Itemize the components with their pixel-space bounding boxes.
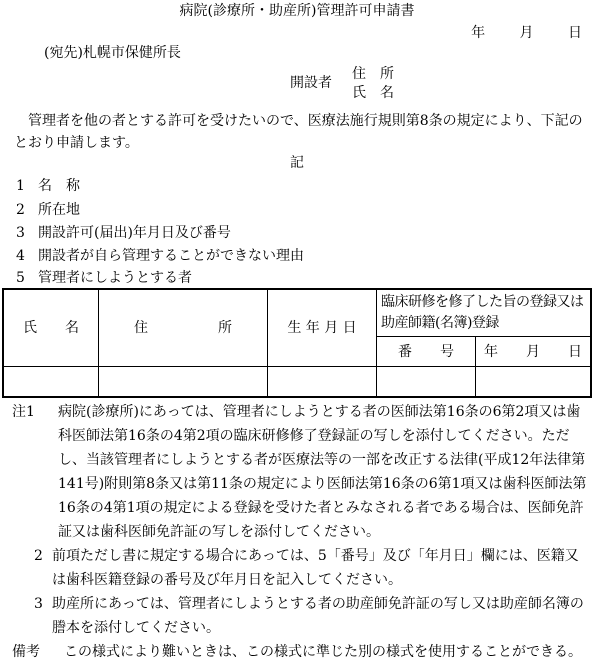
item-label: 所在地	[38, 202, 80, 218]
year-label: 年	[471, 25, 486, 41]
item-number: 2	[16, 202, 25, 218]
name-cell[interactable]	[3, 367, 99, 397]
item-reason	[16, 249, 304, 263]
applicant-name-label: 氏 名	[352, 85, 394, 101]
notes-section	[12, 400, 590, 664]
note-label: 2	[34, 548, 43, 564]
manager-table	[2, 288, 592, 398]
item-label: 開設者が自ら管理することができない理由	[38, 248, 304, 264]
item-number: 1	[16, 178, 25, 194]
note-3	[12, 592, 590, 640]
item-label: 開設許可(届出)年月日及び番号	[38, 225, 231, 241]
reg-date-cell[interactable]	[476, 367, 592, 397]
address-cell[interactable]	[99, 367, 268, 397]
reg-number-cell[interactable]	[377, 367, 476, 397]
form-title: 病院(診療所・助産所)管理許可申請書	[179, 3, 415, 19]
header-address: 住 所	[99, 289, 268, 367]
remarks-text: この様式により難いときは、この様式に準じた別の様式を使用することができる。	[64, 644, 582, 660]
note-text: 助産所にあっては、管理者にしようとする者の助産師免許証の写し又は助産師名簿の謄本を添付してください。	[52, 596, 584, 636]
note-1	[12, 400, 590, 544]
addressee: (宛先)札幌市保健所長	[44, 45, 181, 61]
note-text: 前項ただし書に規定する場合にあっては、5「番号」及び「年月日」欄には、医籍又は歯科医籍登録の番号及び年月日を記入してください。	[52, 548, 579, 588]
item-label: 管理者にしようとする者	[38, 270, 192, 286]
day-label: 日	[568, 25, 582, 41]
note-label: 注1	[12, 404, 35, 420]
header-birthdate: 生 年 月 日	[268, 289, 377, 367]
note-2	[12, 544, 590, 592]
request-statement: 管理者を他の者とする許可を受けたいので、医療法施行規則第8条の規定により、下記のとおり申請します。	[14, 113, 583, 151]
date-fields	[471, 26, 582, 40]
note-text: 病院(診療所)にあっては、管理者にしようとする者の医師法第16条の6第2項又は歯科医師法第16条の4第2項の臨床研修修了登録証の写しを添付してください。ただし、当該管理者にしようとする者が医療法等の一部を改正する法律(平成12年法律第141号)附則第8条又は第11条の規定により医師法第16条の6第1項又は歯科医師法第16条の4第1項の規定による登録を受けた者とみなされる者である場合は、医師免許証又は歯科医師免許証の写しを添付してください。	[58, 404, 587, 540]
header-reg-date: 年 月 日	[476, 337, 592, 367]
month-label: 月	[519, 25, 534, 41]
item-label: 名 称	[38, 178, 80, 194]
header-reg-number: 番 号	[377, 337, 476, 367]
remarks	[12, 640, 590, 664]
applicant-label: 開設者	[290, 75, 332, 91]
item-facility-name	[16, 179, 80, 193]
header-name: 氏 名	[3, 289, 99, 367]
item-proposed-manager	[16, 271, 192, 285]
birthdate-cell[interactable]	[268, 367, 377, 397]
note-label: 3	[34, 596, 43, 612]
item-location	[16, 203, 80, 217]
header-registration: 臨床研修を修了した旨の登録又は助産師籍(名簿)登録	[377, 289, 592, 337]
applicant-address-label: 住 所	[352, 66, 394, 82]
ki-heading: 記	[290, 155, 304, 171]
table-row	[3, 367, 591, 397]
item-permit-date-number	[16, 226, 231, 240]
item-number: 5	[16, 270, 25, 286]
item-number: 4	[16, 248, 25, 264]
item-number: 3	[16, 225, 25, 241]
remarks-label: 備考	[12, 644, 40, 660]
